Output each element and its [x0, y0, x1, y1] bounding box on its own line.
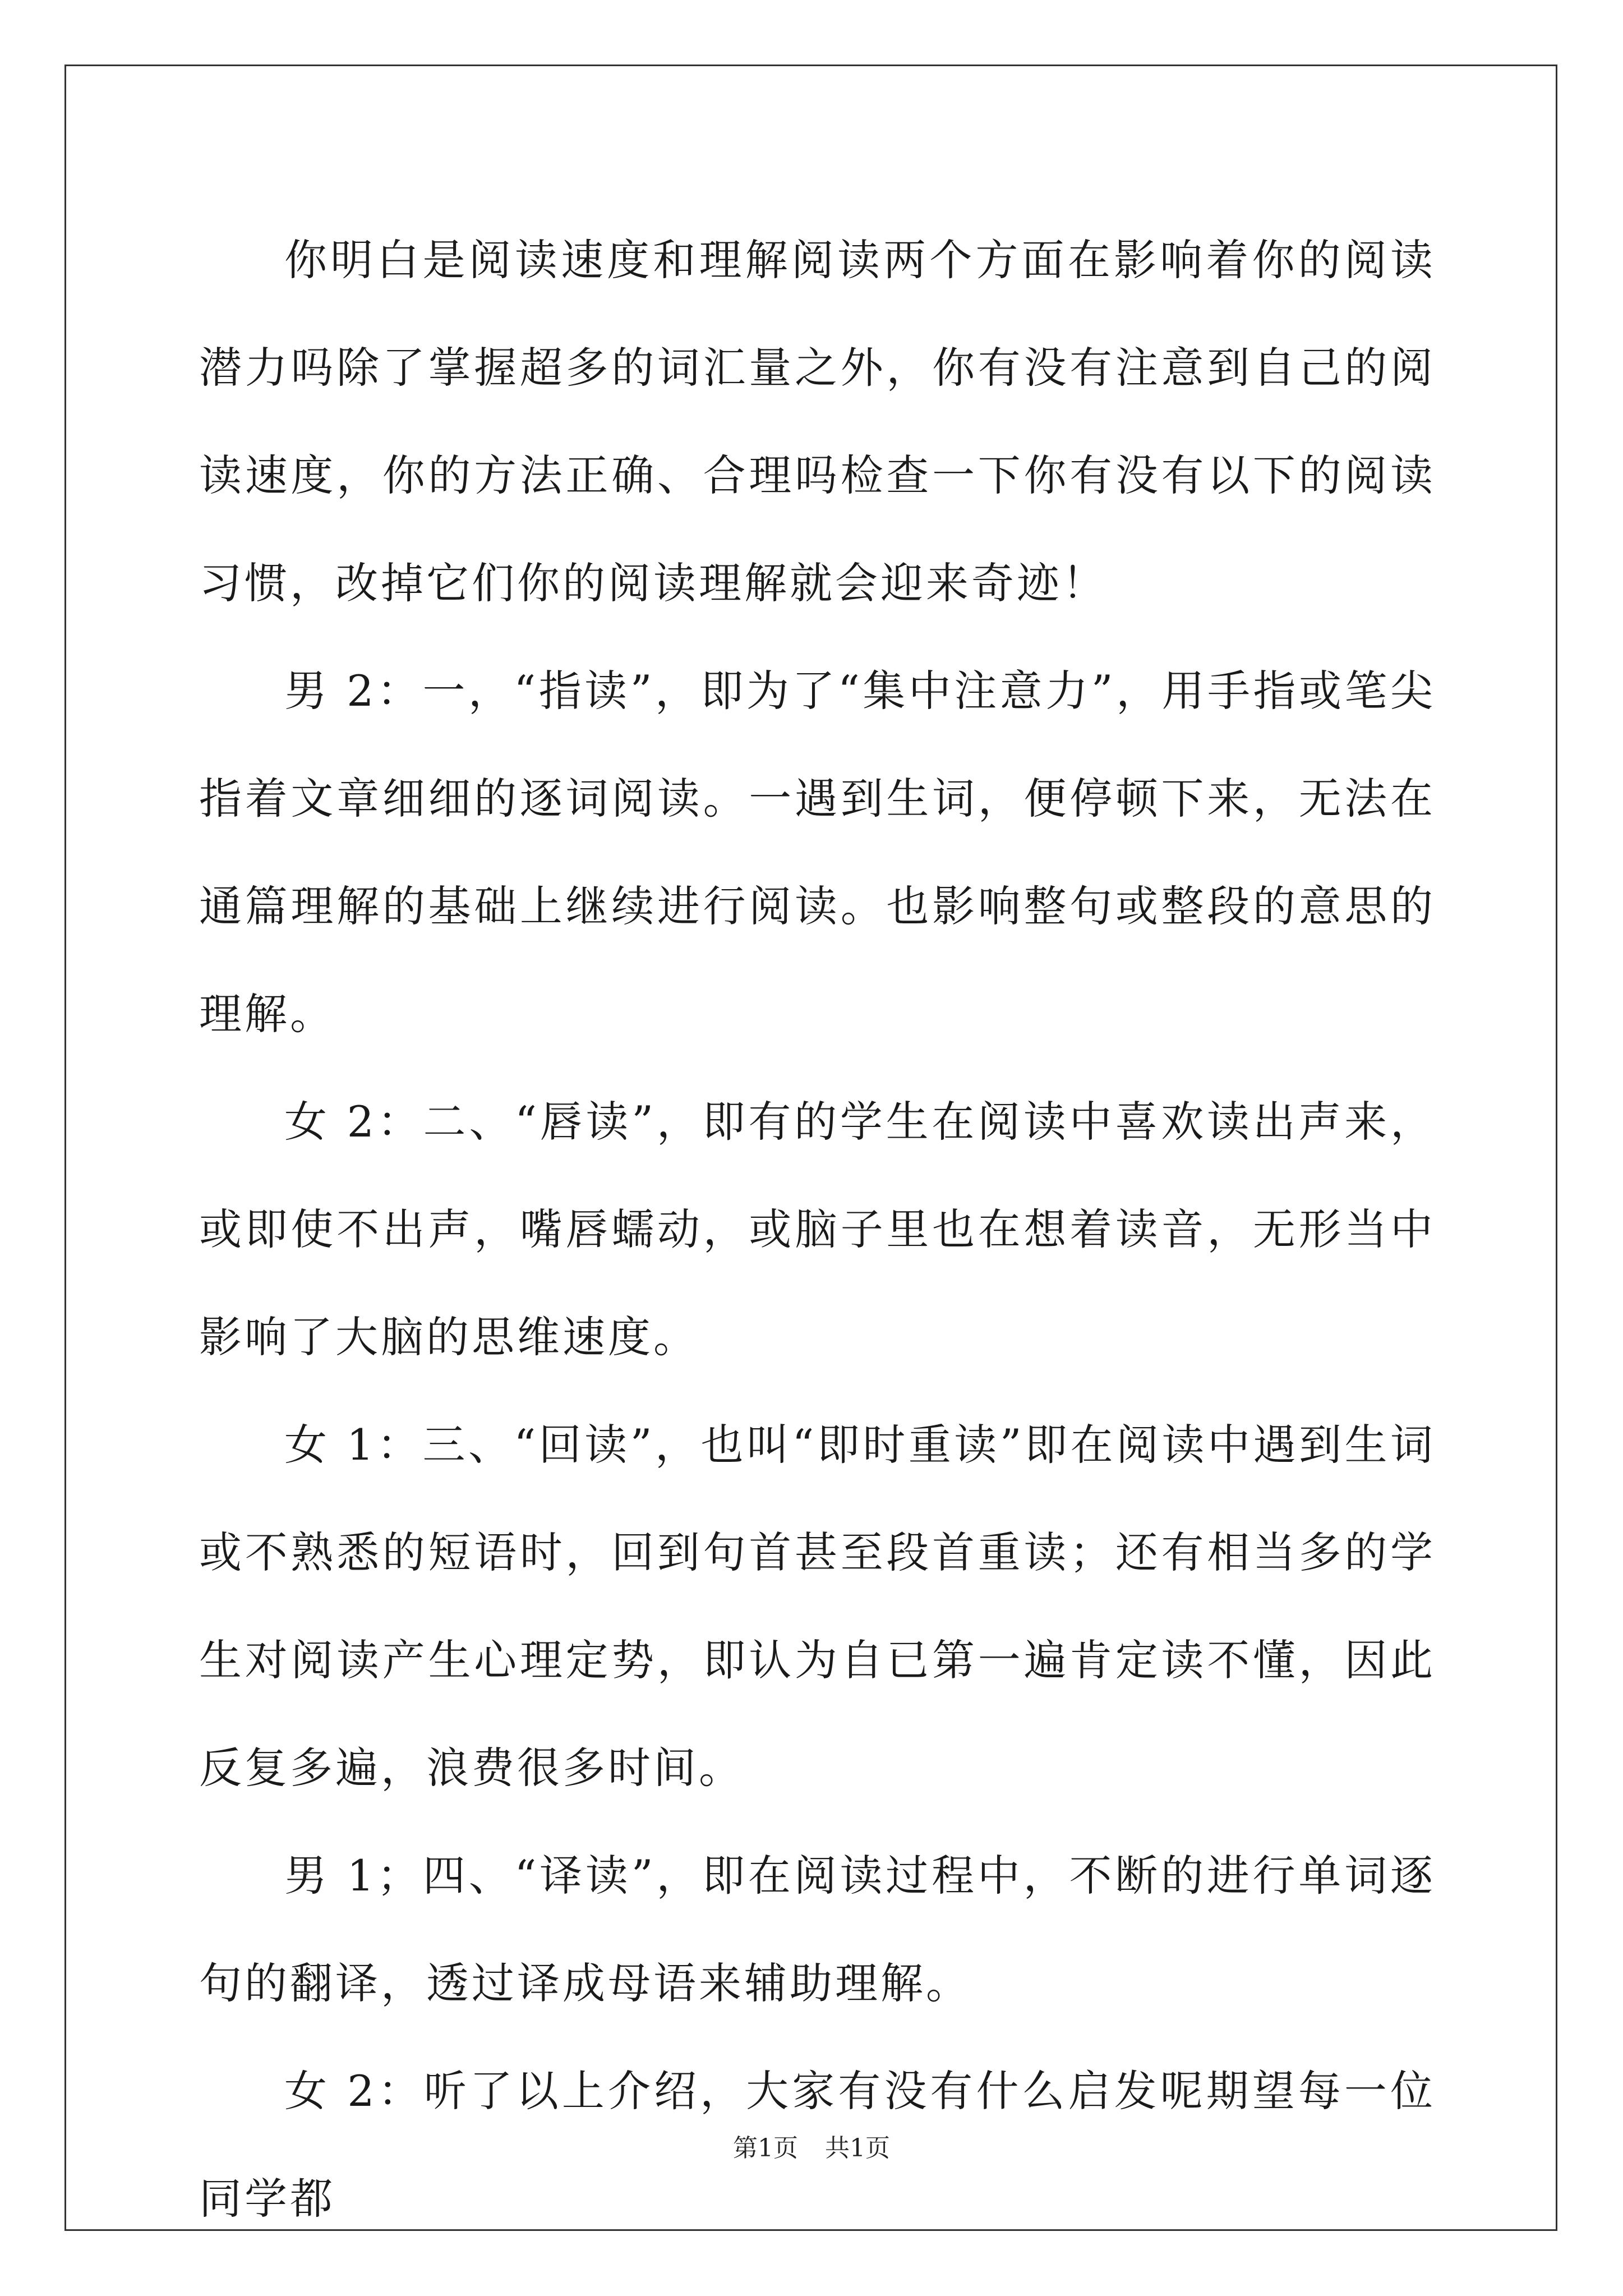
paragraph: 女 1：三、“回读”，也叫“即时重读”即在阅读中遇到生词或不熟悉的短语时，回到句首甚至段首重读；还有相当多的学生对阅读产生心理定势，即认为自已第一遍肯定读不懂，因此反复多遍，浪费很多时间。: [199, 1420, 1436, 1793]
paragraph: 你明白是阅读速度和理解阅读两个方面在影响着你的阅读潜力吗除了掌握超多的词汇量之外，你有没有注意到自己的阅读速度，你的方法正确、合理吗检查一下你有没有以下的阅读习惯，改掉它们你的阅读理解就会迎来奇迹！: [199, 235, 1436, 608]
page-number: 第1页: [733, 2134, 798, 2162]
paragraph: 女 2：听了以上介绍，大家有没有什么启发呢期望每一位同学都: [199, 2066, 1436, 2224]
total-pages: 共1页: [825, 2134, 890, 2162]
paragraph: 男 2：一，“指读”，即为了“集中注意力”，用手指或笔尖指着文章细细的逐词阅读。一遇到生词，便停顿下来，无法在通篇理解的基础上继续进行阅读。也影响整句或整段的意思的理解。: [199, 666, 1436, 1039]
page-footer: [0, 2132, 1623, 2165]
paragraph: 男 1；四、“译读”，即在阅读过程中，不断的进行单词逐句的翻译，透过译成母语来辅助理解。: [199, 1851, 1436, 2008]
document-body: [199, 206, 1436, 2253]
paragraph: 女 2：二、“唇读”，即有的学生在阅读中喜欢读出声来，或即使不出声，嘴唇蠕动，或脑子里也在想着读音，无形当中影响了大脑的思维速度。: [199, 1097, 1436, 1362]
